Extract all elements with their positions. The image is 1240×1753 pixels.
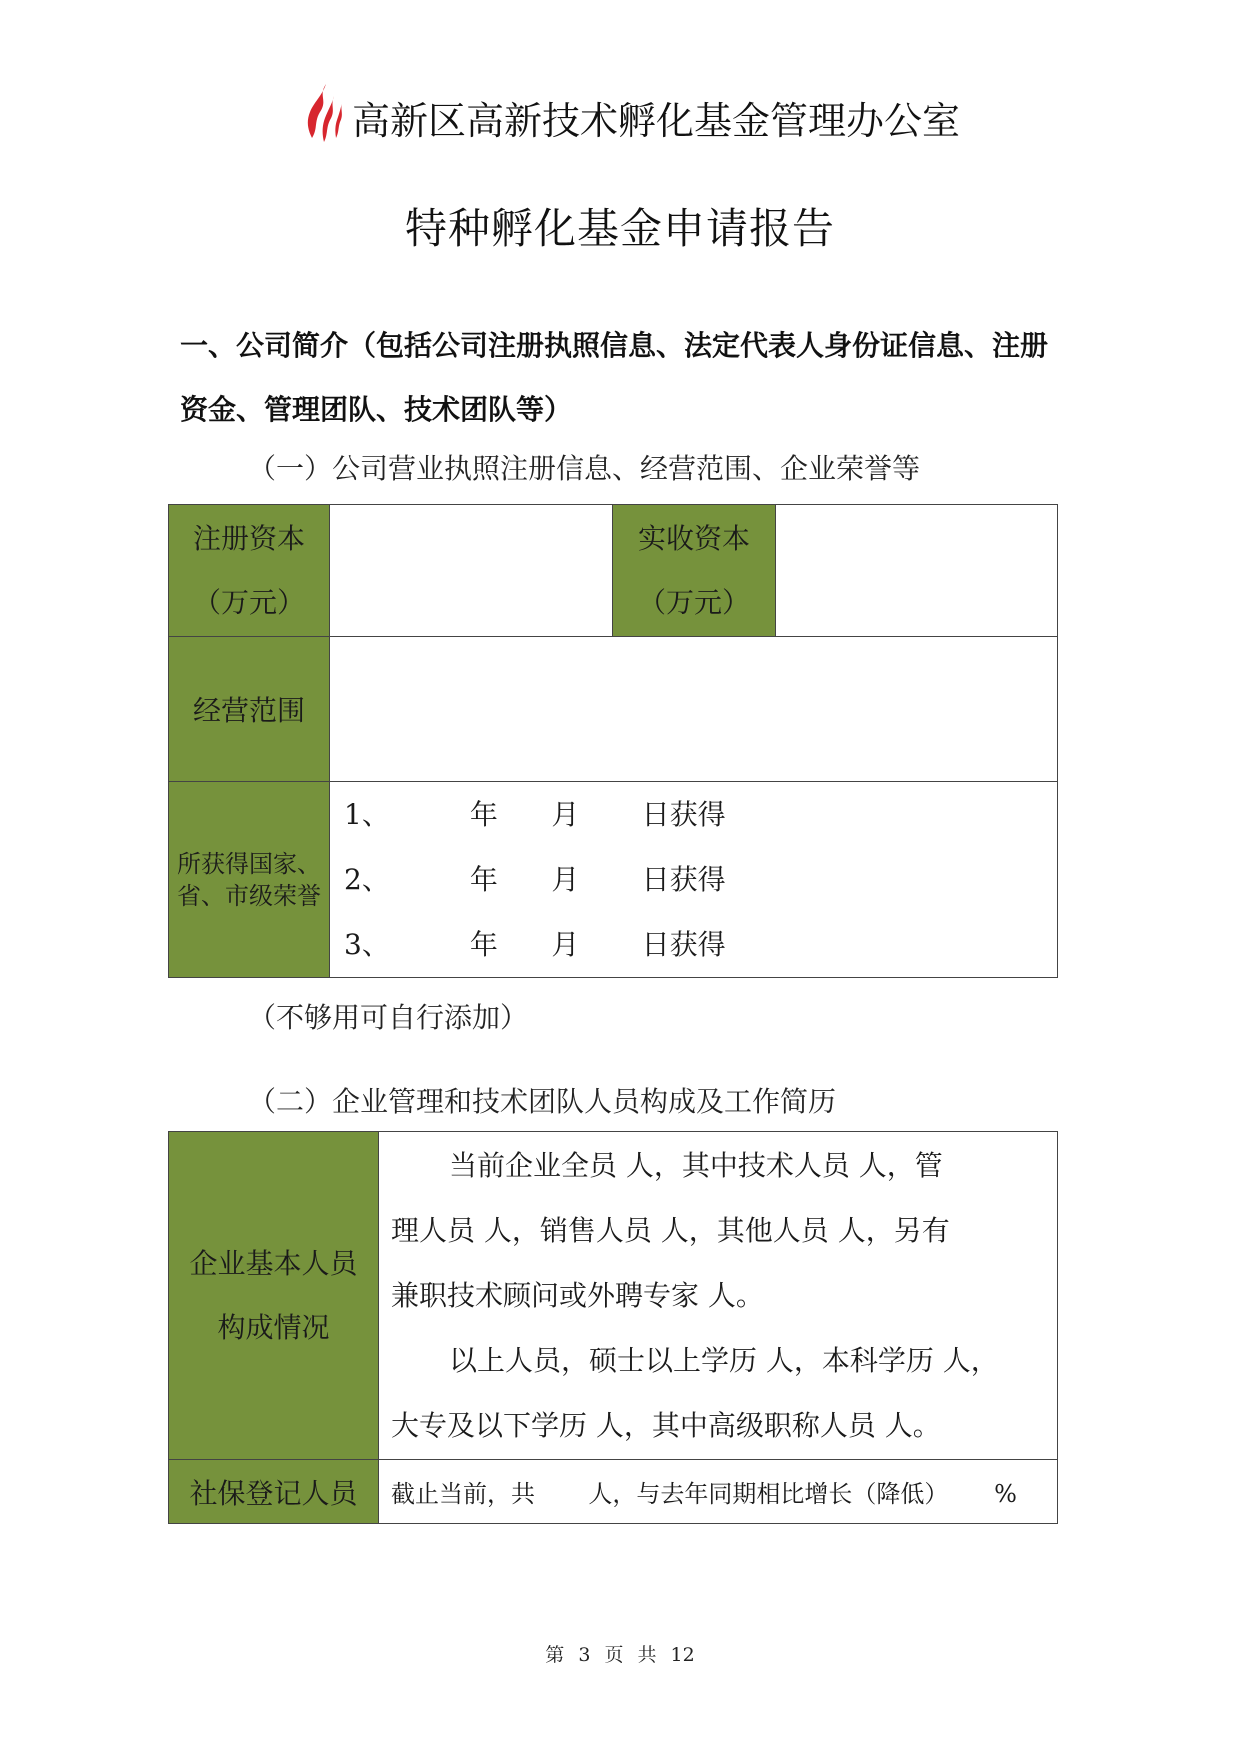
- red-flame-logo-icon: [298, 82, 348, 146]
- business-scope-field[interactable]: [330, 637, 1058, 782]
- social-insurance-field[interactable]: 截止当前，共 人，与去年同期相比增长（降低） %: [379, 1460, 1058, 1524]
- company-info-table: [168, 504, 1058, 978]
- registered-capital-label: 注册资本 （万元）: [169, 505, 330, 637]
- business-scope-row: [169, 637, 1058, 782]
- registered-capital-field[interactable]: [330, 505, 613, 637]
- honors-label: 所获得国家、 省、市级荣誉: [169, 782, 330, 978]
- paid-capital-label: 实收资本 （万元）: [613, 505, 776, 637]
- honors-field[interactable]: [330, 782, 1058, 978]
- staff-composition-field[interactable]: 当前企业全员 人，其中技术人员 人，管 理人员 人，销售人员 人，其他人员 人，另有 兼职技术顾问或外聘专家 人。 以上人员，硕士以上学历 人，本科学历 人， 大专及以下学历 人，其中高级职称人员 人。: [379, 1132, 1058, 1460]
- subsection-heading-1: （一）公司营业执照注册信息、经营范围、企业荣誉等: [248, 452, 921, 485]
- business-scope-label: 经营范围: [169, 637, 330, 782]
- letterhead: [0, 82, 1240, 146]
- staff-table: [168, 1131, 1058, 1524]
- capital-row: [169, 505, 1058, 637]
- honor-item: 1、 年 月 日获得: [344, 798, 726, 831]
- honor-item: 2、 年 月 日获得: [344, 863, 726, 896]
- subsection-heading-2: （二）企业管理和技术团队人员构成及工作简历: [248, 1085, 837, 1118]
- document-title: 特种孵化基金申请报告: [404, 204, 835, 253]
- section-heading: 一、公司简介（包括公司注册执照信息、法定代表人身份证信息、注册资金、管理团队、技术团队等）: [180, 329, 1049, 426]
- honors-row: [169, 782, 1058, 978]
- page-number: 第 3 页 共 12: [545, 1644, 695, 1666]
- social-insurance-label: 社保登记人员: [169, 1460, 379, 1524]
- social-insurance-row: [169, 1460, 1058, 1524]
- add-more-note: （不够用可自行添加）: [248, 1001, 529, 1034]
- organization-name: 高新区高新技术孵化基金管理办公室: [352, 99, 961, 143]
- paid-capital-field[interactable]: [776, 505, 1058, 637]
- staff-composition-row: [169, 1132, 1058, 1460]
- staff-composition-label: 企业基本人员 构成情况: [169, 1132, 379, 1460]
- honor-item: 3、 年 月 日获得: [344, 928, 726, 961]
